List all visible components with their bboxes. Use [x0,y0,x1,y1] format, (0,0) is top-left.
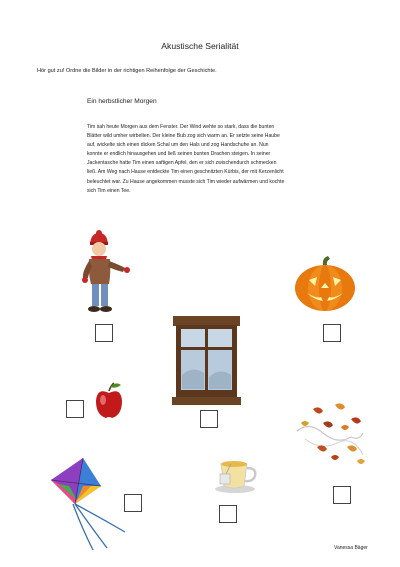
story-text [87,123,345,196]
tea-cup-picture [213,454,259,494]
answer-box-tea[interactable] [219,505,237,523]
answer-box-leaves[interactable] [333,486,351,504]
boy-picture [80,228,138,316]
answer-box-window[interactable] [200,410,218,428]
story-title: Ein herbstlicher Morgen [87,98,157,105]
story-line: Blätter wild umher wirbelten. Der kleine Bub zog sich warm an. Er setzte seine Haube [87,133,280,140]
window-picture [172,315,241,405]
worksheet-title: Akustische Serialität [161,41,239,51]
kite-picture [45,456,127,552]
pumpkin-picture [293,255,357,313]
answer-box-boy[interactable] [95,324,113,342]
answer-box-kite[interactable] [124,494,142,512]
story-line: ließ. Am Weg nach Hause entdeckte Tim einen geschnitzten Kürbis, der mit Kerzenlicht [87,169,284,176]
answer-box-pumpkin[interactable] [323,324,341,342]
story-line: auf, wickelte sich einen dicken Schal um den Hals und zog Handschuhe an. Nun [87,142,269,149]
story-line: konnte er endlich hinausgehen und ließ seinen bunten Drachen steigen. In seiner [87,151,271,158]
story-line: Tim sah heute Morgen aus dem Fenster. Der Wind wehte so stark, dass die bunten [87,124,275,130]
story-line: Jackentasche hatte Tim einen saftigen Apfel, den er sich zwischendurch schmecken [87,160,277,167]
author-name: Vanessa Bäger [334,545,368,551]
instruction-text: Hör gut zu! Ordne die Bilder in der richtigen Reihenfolge der Geschichte. [37,68,217,74]
story-line: sich Tim einen Tee. [87,187,131,194]
apple-picture [94,381,124,419]
story-line: beleuchtet war. Zu Hause angekommen musste sich Tim wieder aufwärmen und kochte [87,178,285,185]
autumn-leaves-picture [293,399,368,469]
answer-box-apple[interactable] [66,400,84,418]
